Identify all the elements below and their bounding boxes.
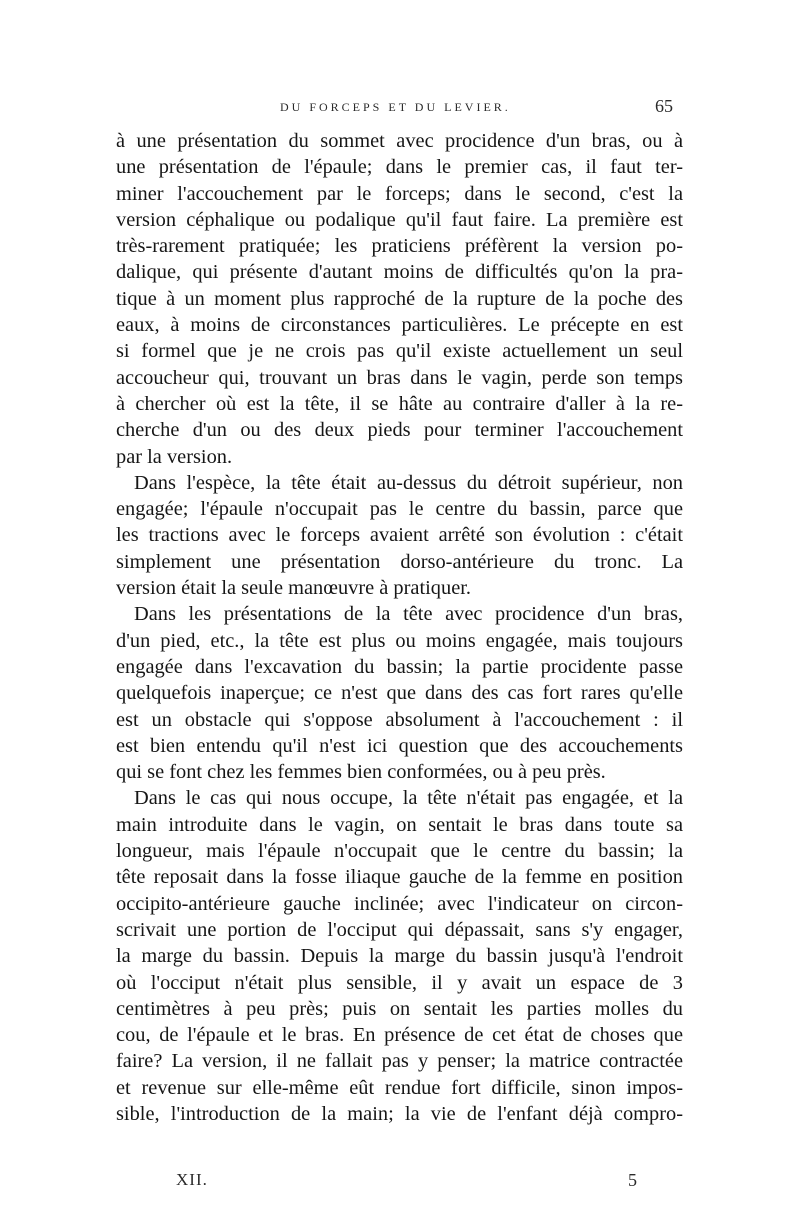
text-line: faire? La version, il ne fallait pas y penser; la matrice contractée bbox=[116, 1050, 683, 1073]
text-line: tête reposait dans la fosse iliaque gauche de la femme en position bbox=[116, 866, 683, 889]
text-line: simplement une présentation dorso-antérieure du tronc. La bbox=[116, 550, 683, 573]
text-line: la marge du bassin. Depuis la marge du bassin jusqu'à l'endroit bbox=[116, 945, 683, 968]
text-line: tique à un moment plus rapproché de la rupture de la poche des bbox=[116, 287, 683, 310]
text-line: Dans le cas qui nous occupe, la tête n'était pas engagée, et la bbox=[134, 787, 683, 810]
text-line: très-rarement pratiquée; les praticiens préfèrent la version po- bbox=[116, 235, 683, 258]
text-line: est bien entendu qu'il n'est ici question que des accouchements bbox=[116, 734, 683, 757]
text-line: version céphalique ou podalique qu'il faut faire. La première est bbox=[116, 208, 683, 231]
text-line: eaux, à moins de circonstances particulières. Le précepte en est bbox=[116, 314, 683, 337]
text-line: longueur, mais l'épaule n'occupait que le centre du bassin; la bbox=[116, 840, 683, 863]
text-line: engagée dans l'excavation du bassin; la partie procidente passe bbox=[116, 655, 683, 678]
paragraph bbox=[116, 785, 683, 1127]
text-line: version était la seule manœuvre à pratiquer. bbox=[116, 577, 472, 600]
text-line: miner l'accouchement par le forceps; dans le second, c'est la bbox=[116, 182, 683, 205]
signature-mark: XII. bbox=[176, 1170, 208, 1189]
text-line: une présentation de l'épaule; dans le premier cas, il faut ter- bbox=[116, 156, 683, 179]
text-line: est un obstacle qui s'oppose absolument à l'accouchement : il bbox=[116, 708, 683, 731]
text-line: d'un pied, etc., la tête est plus ou moins engagée, mais toujours bbox=[116, 629, 683, 652]
text-line: et revenue sur elle-même eût rendue fort difficile, sinon impos- bbox=[116, 1076, 683, 1099]
text-line: accoucheur qui, trouvant un bras dans le vagin, perde son temps bbox=[116, 366, 683, 389]
paragraph bbox=[116, 128, 683, 470]
page-number: 65 bbox=[655, 96, 673, 116]
text-line: les tractions avec le forceps avaient arrêté son évolution : c'était bbox=[116, 524, 683, 547]
body-text bbox=[116, 128, 683, 1127]
text-line: cherche d'un ou des deux pieds pour terminer l'accouchement bbox=[116, 419, 683, 442]
text-line: centimètres à peu près; puis on sentait les parties molles du bbox=[116, 997, 683, 1020]
paragraph bbox=[116, 601, 683, 785]
text-line: à une présentation du sommet avec procidence d'un bras, ou à bbox=[116, 130, 683, 152]
running-title: DU FORCEPS ET DU LEVIER. bbox=[280, 100, 511, 114]
text-line: qui se font chez les femmes bien conformées, ou à peu près. bbox=[116, 761, 606, 784]
text-line: sible, l'introduction de la main; la vie de l'enfant déjà compro- bbox=[116, 1102, 683, 1125]
text-line: engagée; l'épaule n'occupait pas le centre du bassin, parce que bbox=[116, 498, 683, 521]
text-line: par la version. bbox=[116, 445, 233, 468]
paragraph bbox=[116, 470, 683, 601]
text-line: quelquefois inaperçue; ce n'est que dans des cas fort rares qu'elle bbox=[116, 682, 683, 705]
text-line: main introduite dans le vagin, on sentait le bras dans toute sa bbox=[116, 813, 683, 836]
text-line: à chercher où est la tête, il se hâte au contraire d'aller à la re- bbox=[116, 392, 683, 415]
text-line: où l'occiput n'était plus sensible, il y avait un espace de 3 bbox=[116, 971, 683, 994]
text-line: Dans les présentations de la tête avec procidence d'un bras, bbox=[134, 603, 683, 626]
text-line: cou, de l'épaule et le bras. En présence de cet état de choses que bbox=[116, 1024, 683, 1047]
sheet-number: 5 bbox=[628, 1170, 637, 1190]
text-line: dalique, qui présente d'autant moins de difficultés qu'on la pra- bbox=[116, 261, 683, 284]
text-line: occipito-antérieure gauche inclinée; avec l'indicateur on circon- bbox=[116, 892, 683, 915]
text-line: scrivait une portion de l'occiput qui dépassait, sans s'y engager, bbox=[116, 918, 683, 941]
text-line: Dans l'espèce, la tête était au-dessus du détroit supérieur, non bbox=[134, 471, 683, 494]
text-line: si formel que je ne crois pas qu'il existe actuellement un seul bbox=[116, 340, 683, 363]
